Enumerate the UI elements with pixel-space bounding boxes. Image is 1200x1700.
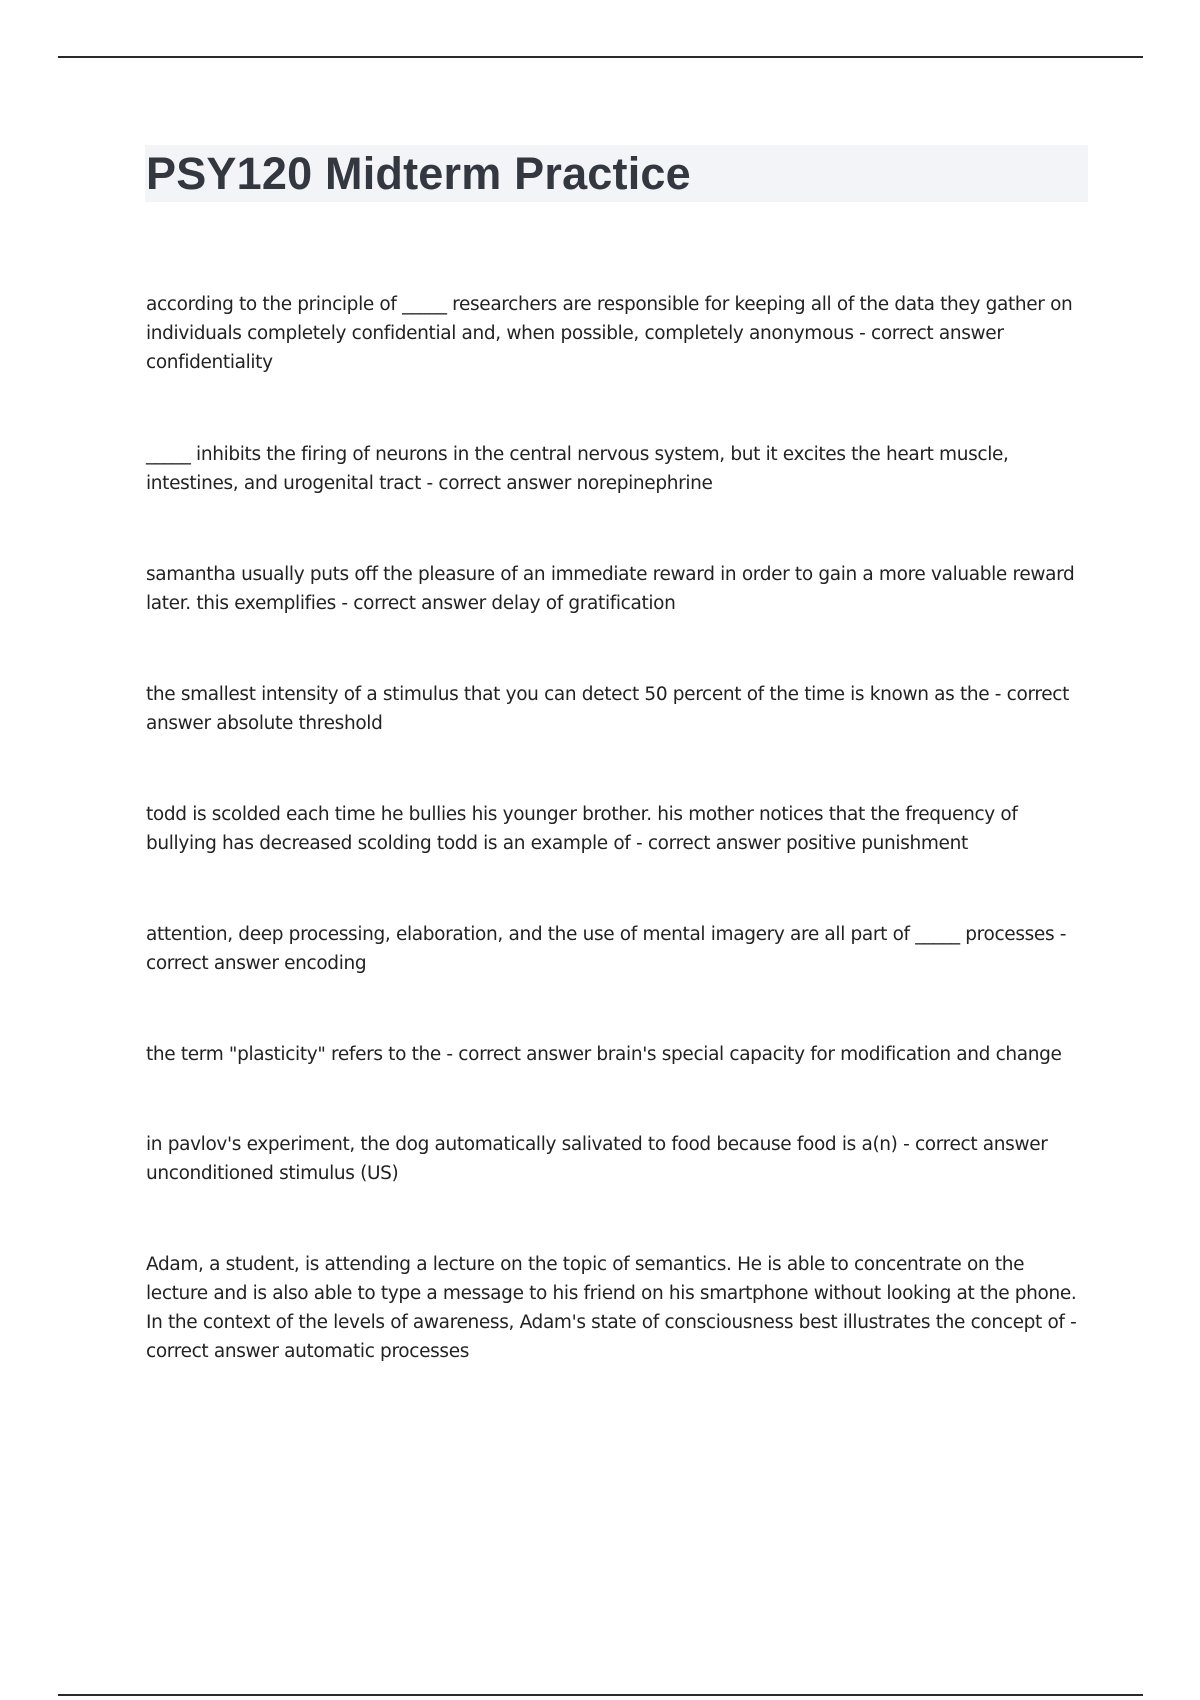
answer-text: norepinephrine	[576, 473, 713, 494]
answer-text: encoding	[284, 953, 367, 974]
question-text: _____ inhibits the firing of neurons in the central nervous system, but it excites the heart muscle, intestines, and urogenital tract	[146, 444, 1009, 494]
qa-item-1	[146, 290, 1086, 377]
answer-text: brain's special capacity for modification and change	[596, 1044, 1062, 1065]
answer-text: positive punishment	[785, 833, 968, 854]
answer-text: confidentiality	[146, 352, 273, 373]
question-text: according to the principle of _____ researchers are responsible for keeping all of the data they gather on individuals completely confidential and, when possible, completely anonymous	[146, 294, 1073, 344]
qa-item-5	[146, 800, 1086, 858]
qa-item-8	[146, 1130, 1086, 1188]
top-divider	[58, 56, 1143, 58]
page-title: PSY120 Midterm Practice	[146, 148, 691, 199]
answer-separator: - correct answer	[146, 924, 1067, 974]
answer-separator: - correct answer	[146, 684, 1069, 734]
answer-separator: - correct answer	[897, 1134, 1048, 1155]
qa-item-7	[146, 1040, 1086, 1069]
answer-separator: - correct answer	[853, 323, 1004, 344]
bottom-divider	[58, 1694, 1143, 1696]
question-text: Adam, a student, is attending a lecture on the topic of semantics. He is able to concentrate on the lecture and is also able to type a message to his friend on his smartphone without looking at the phone. In the context of the levels of awareness, Adam's state of consciousness best illustrates the concept of	[146, 1254, 1077, 1333]
answer-separator: - correct answer	[630, 833, 786, 854]
answer-separator: - correct answer	[440, 1044, 597, 1065]
question-text: in pavlov's experiment, the dog automatically salivated to food because food is a(n)	[146, 1134, 898, 1155]
question-text: the term "plasticity" refers to the	[146, 1044, 441, 1065]
qa-item-3	[146, 560, 1086, 618]
answer-text: automatic processes	[284, 1341, 470, 1362]
answer-text: unconditioned stimulus (US)	[146, 1163, 399, 1184]
qa-item-4	[146, 680, 1086, 738]
answer-separator: - correct answer	[421, 473, 577, 494]
answer-text: delay of gratification	[491, 593, 676, 614]
question-text: samantha usually puts off the pleasure of an immediate reward in order to gain a more valuable reward later. this exemplifies	[146, 564, 1075, 614]
answer-separator: - correct answer	[335, 593, 492, 614]
answer-separator: - correct answer	[146, 1312, 1077, 1362]
answer-text: absolute threshold	[216, 713, 383, 734]
question-text: todd is scolded each time he bullies his younger brother. his mother notices that the frequency of bullying has decreased scolding todd is an example of	[146, 804, 1018, 854]
qa-item-9	[146, 1250, 1086, 1366]
question-text: the smallest intensity of a stimulus that you can detect 50 percent of the time is known as the	[146, 684, 990, 705]
qa-item-2	[146, 440, 1086, 498]
question-text: attention, deep processing, elaboration, and the use of mental imagery are all part of _____ processes	[146, 924, 1055, 945]
qa-item-6	[146, 920, 1086, 978]
